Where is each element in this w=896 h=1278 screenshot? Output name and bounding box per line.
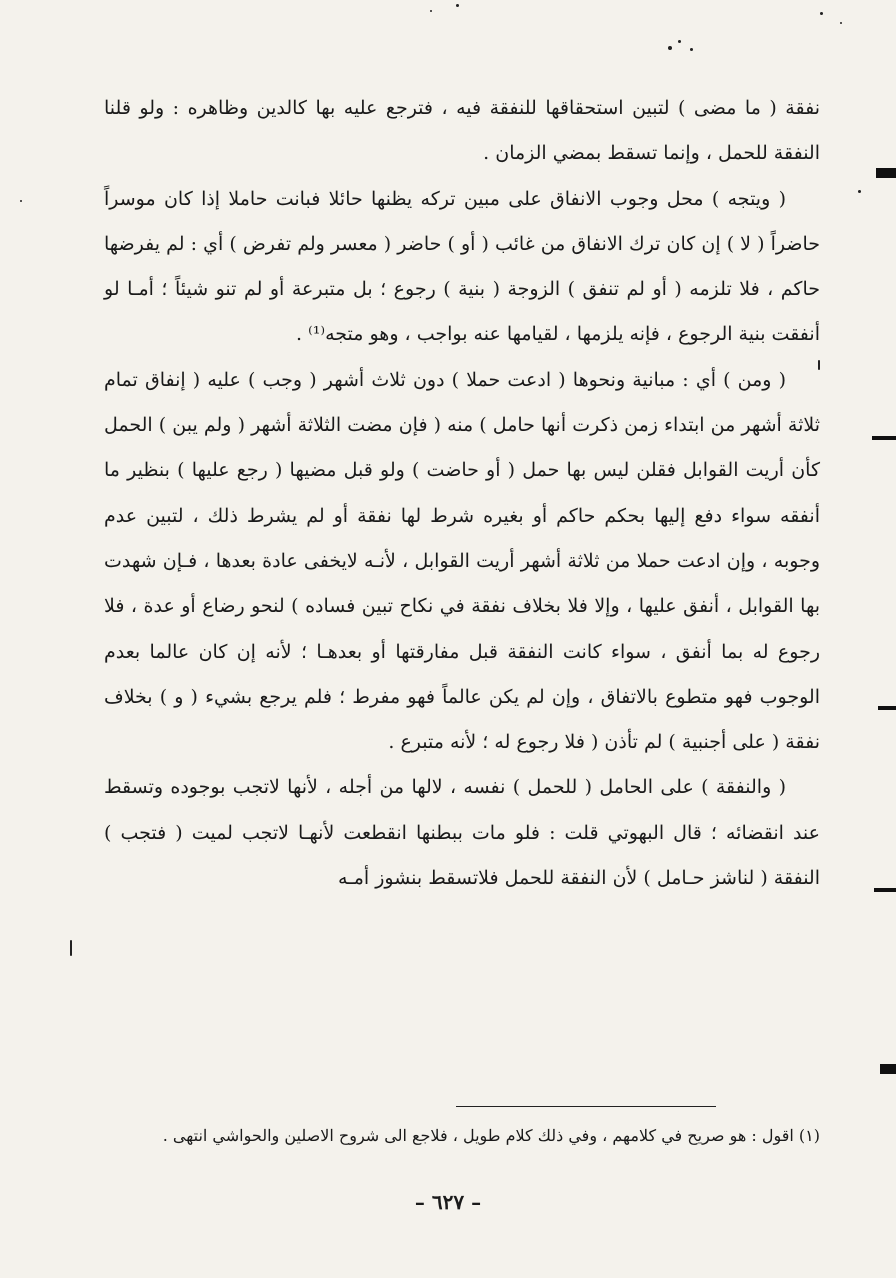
scan-speck xyxy=(840,22,842,24)
paragraph: ( ويتجه ) محل وجوب الانفاق على مبين تركه يظنها حائلا فبانت حاملا إذا كان موسراً حاضراً ( لا ) إن كان ترك الانفاق من غائب ( أو ) حاضر ( معسر ولم تفرض ) أي : لم يفرضها حاكم ، فلا تلزمه ( أو لم تنفق ) الزوجة ( بنية ) رجوع ؛ بل متبرعة أو لم تنو شيئاً ؛ أمـا لو أنفقت بنية الرجوع ، فإنه يلزمها ، لقيامها عنه بواجب ، وهو متجه⁽¹⁾ . xyxy=(104,187,820,346)
scan-speck xyxy=(668,46,672,50)
edge-mark xyxy=(878,706,896,710)
paragraph: ( ومن ) أي : مبانية ونحوها ( ادعت حملا ) دون ثلاث أشهر ( وجب ) عليه ( إنفاق تمام ثلاثة أشهر من ابتداء زمن ذكرت أنها حامل ) منه ( فإن مضت الثلاثة أشهر ( ولم يبن ) الحمل كأن أريت القوابل فقلن ليس بها حمل ( أو حاضت ) ولو قبل مضيها ( رجع عليها ) بنظير ما أنفقه سواء دفع إليها بحكم حاكم أو بغيره شرط لها نفقة أو لم يشرط ذلك ، لتبين عدم وجوبه ، وإن ادعت حملا من ثلاثة أشهر أريت القوابل ، لأنـه لايخفى عادة بعدها ، فـإن شهدت بها القوابل ، أنفق عليها ، وإلا فلا بخلاف نفقة في نكاح تبين فساده ) لنحو رضاع أو عدة ، فلا رجوع له بما أنفق ، سواء كانت النفقة قبل مفارقتها أو بعدهـا ؛ لأنه إن كان عالما بعدم الوجوب فهو متطوع بالاتفاق ، وإن لم يكن عالماً فهو مفرط ؛ فلم يرجع بشيء ( و ) بخلاف نفقة ( على أجنبية ) لم تأذن ( فلا رجوع له ؛ لأنه متبرع . xyxy=(104,368,820,754)
scan-speck xyxy=(820,12,823,15)
edge-mark xyxy=(876,168,896,178)
footnote: (١) اقول : هو صريح في كلامهم ، وفي ذلك كلام طويل ، فلاجع الى شروح الاصلين والحواشي انتهى . xyxy=(162,1126,820,1145)
edge-mark xyxy=(880,1064,896,1074)
scan-speck xyxy=(690,48,693,51)
edge-mark xyxy=(872,436,896,440)
scan-speck xyxy=(678,40,681,43)
scan-speck xyxy=(70,940,72,956)
scan-speck xyxy=(430,10,432,12)
page-number: – ٦٢٧ – xyxy=(414,1190,482,1214)
scan-speck xyxy=(20,200,22,202)
main-text-body xyxy=(104,86,820,901)
edge-mark xyxy=(874,888,896,892)
scan-speck xyxy=(858,190,861,193)
footnote-separator xyxy=(456,1106,716,1107)
scan-speck xyxy=(456,4,459,7)
paragraph: ( والنفقة ) على الحامل ( للحمل ) نفسه ، لالها من أجله ، لأنها لاتجب بوجوده وتسقط عند انقضائه ؛ قال البهوتي قلت : فلو مات ببطنها انقطعت لأنهـا لاتجب لميت ( فتجب ) النفقة ( لناشز حـامل ) لأن النفقة للحمل فلاتسقط بنشوز أمـه xyxy=(104,776,820,890)
paragraph: نفقة ( ما مضى ) لتبين استحقاقها للنفقة فيه ، فترجع عليه بها كالدين وظاهره : ولو قلنا النفقة للحمل ، وإنما تسقط بمضي الزمان . xyxy=(104,97,820,165)
